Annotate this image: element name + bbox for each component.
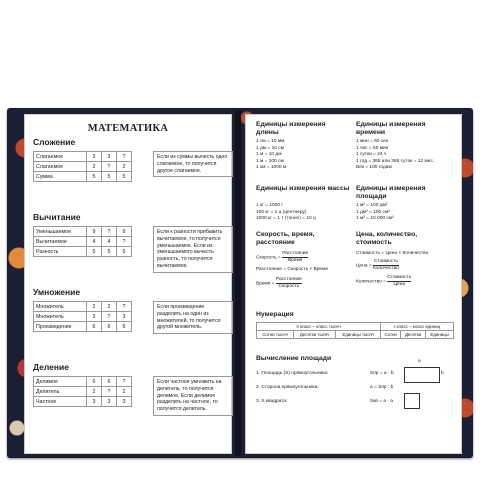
cell-value: 2 [102,302,117,312]
rect-side-a: a [418,359,421,364]
distance-formula: Расстояние = Скорость × Время [256,267,328,272]
cell-value: 5 [102,247,117,257]
rectangle-diagram [404,367,440,383]
table-row [34,397,132,407]
area-line: 1 м² = 10 000 см² [356,216,394,222]
operation-table [33,151,132,182]
length-line: 1 м = 10 дм [256,152,282,158]
digit-column: Десятки [401,331,426,339]
notebook-spine [235,110,241,456]
mass-line: 1000 кг = 1 т (тонне) = 10 ц [256,216,316,222]
cell-value: 5 [102,172,117,182]
cell-value: ? [117,152,132,162]
price-title: Цена, количество, стоимость [356,231,418,246]
section-title: Деление [33,362,69,372]
row-label: Частное [34,397,87,407]
cell-value: 2 [117,162,132,172]
square-diagram [404,393,420,409]
table-row [34,312,132,322]
section-title: Вычитание [33,212,81,222]
cell-value: 3 [87,152,102,162]
time-line: 1 час = 60 мин [356,145,389,151]
area-formula-3: Sкв = a · a [370,399,393,404]
rule-note: Если произведение разделить на один из множителей, то получится другой множитель. [153,301,233,334]
cell-value: 2 [87,162,102,172]
class-units: I класс – класс единиц [381,323,454,331]
time-title: Единицы измерения времени [356,121,426,136]
area-formula-1: Sпр = a · b [370,371,394,376]
area-formula-2: a = Sпр : b [370,385,394,390]
page-title: МАТЕМАТИКА [87,123,169,134]
cell-value: ? [117,302,132,312]
cell-value: 6 [102,322,117,332]
cell-value: 6 [117,322,132,332]
mass-title: Единицы измерения массы [256,185,350,192]
row-label: Множитель [34,312,87,322]
rule-note: Если к разности прибавить вычитаемое, то получится уменьшаемое. Если из уменьшаемого вычесть разность, то получится вычитаемое. [153,226,233,273]
cell-value: 6 [87,377,102,387]
time-line: 1 сутки = 24 ч [356,152,387,158]
operation-table [33,376,132,407]
row-label: Вычитаемое [34,237,87,247]
cost-formula: Стоимость = Цена × Количество [356,251,429,256]
cell-value: ? [117,377,132,387]
table-row [34,172,132,182]
time-formula: Время = $\frac{\text{Расстояние}}{\text{Скорость}}$ [256,277,302,289]
length-title: Единицы измерения длины [256,121,326,136]
cell-value: 3 [87,312,102,322]
digit-column: Сотни тысяч [257,331,294,339]
cell-value: ? [102,387,117,397]
cell-value: 3 [117,397,132,407]
cell-value: ? [102,162,117,172]
right-page [245,114,462,454]
class-thousands: II класс – класс тысяч [257,323,381,331]
cell-value: 3 [102,397,117,407]
digit-column: Десятки тысяч [294,331,336,339]
area-line-1: 1. Площадь (S) прямоугольника: [256,371,329,376]
left-page [24,114,232,454]
cell-value: 2 [87,387,102,397]
quantity-formula: Количество = $\frac{\text{Стоимость}}{\text{Цена}}$ [356,275,412,287]
table-row [34,237,132,247]
area-line-2: 2. Сторона прямоугольника: [256,385,319,390]
cell-value: 3 [87,397,102,407]
row-label: Произведение [34,322,87,332]
cell-value: 6 [102,377,117,387]
row-label: Уменьшаемое [34,227,87,237]
row-label: Слагаемое [34,152,87,162]
table-row [34,162,132,172]
table-row [34,377,132,387]
table-row [34,152,132,162]
cell-value: 5 [117,247,132,257]
row-label: Слагаемое [34,162,87,172]
area-line: 1 м² = 100 дм² [356,203,388,208]
cell-value: 3 [117,312,132,322]
row-label: Делитель [34,387,87,397]
table-row [34,247,132,257]
area-line-3: 3. S квадрата: [256,399,288,404]
cell-value: 3 [102,152,117,162]
length-line: 1 дм = 10 см [256,145,284,151]
digit-column: Сотни [381,331,401,339]
operation-table [33,301,132,332]
section-title: Умножение [33,287,81,297]
length-line: 1 км = 1000 м [256,165,287,171]
cell-value: ? [102,312,117,322]
speed-formula: Скорость = $\frac{\text{Расстояние}}{\text{Время}}$ [256,251,309,263]
row-label: Сумма [34,172,87,182]
cell-value: 6 [87,322,102,332]
rule-note: Если из суммы вычесть одно слагаемое, то получится другое слагаемое. [153,151,233,177]
numeration-table [256,322,454,339]
operation-table [33,226,132,257]
time-line: Век = 100 годам [356,165,392,171]
row-label: Множитель [34,302,87,312]
table-row [34,387,132,397]
cell-value: 9 [117,227,132,237]
time-line: 1 мин = 60 сек [356,139,388,144]
table-row [34,302,132,312]
area-line: 1 дм² = 100 см² [356,209,390,215]
rule-note: Если частное умножить на делитель, то получится делимое. Если делимое разделить на частное, то получится делитель. [153,376,233,416]
digit-column: Единицы [426,331,454,339]
area-units-title: Единицы измерения площади [356,185,426,200]
cell-value: 2 [117,387,132,397]
length-line: 1 м = 100 см [256,158,284,164]
row-label: Делимое [34,377,87,387]
area-calc-title: Вычисление площади [256,355,332,362]
digit-column: Единицы тысяч [336,331,381,339]
section-title: Сложение [33,137,76,147]
price-formula: Цена = $\frac{\text{Стоимость}}{\text{Количество}}$ [356,259,399,271]
cell-value: 4 [102,237,117,247]
cell-value: 9 [87,227,102,237]
cell-value: 5 [87,247,102,257]
cell-value: ? [117,237,132,247]
cell-value: 5 [87,172,102,182]
time-line: 1 год = 365 или 366 суток = 12 мес. [356,158,435,164]
speed-title: Скорость, время, расстояние [256,231,315,246]
cell-value: 5 [117,172,132,182]
mass-line: 100 кг = 1 ц (центнеру) [256,209,307,215]
row-label: Разность [34,247,87,257]
table-row [34,322,132,332]
numeration-title: Нумерация [256,311,294,318]
cell-value: 4 [87,237,102,247]
length-line: 1 см = 10 мм [256,139,285,144]
cell-value: ? [102,227,117,237]
table-row [34,227,132,237]
rect-side-b: b [441,371,444,376]
cell-value: 2 [87,302,102,312]
mass-line: 1 кг = 1000 г [256,203,284,208]
